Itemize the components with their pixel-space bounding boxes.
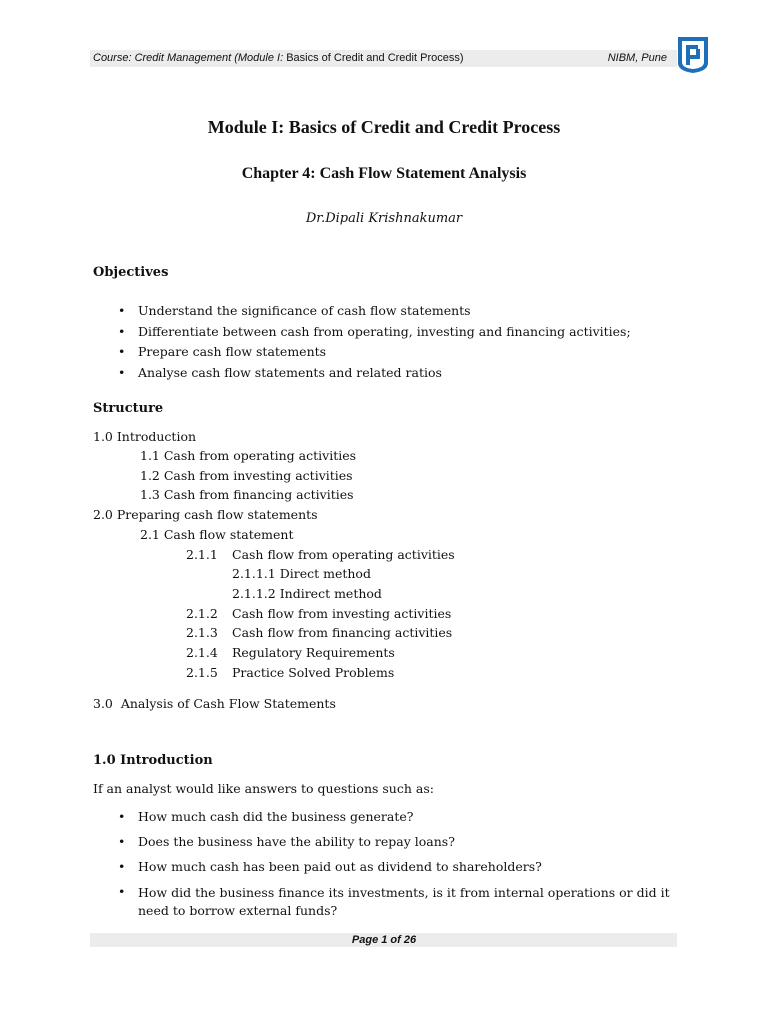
chapter-title: Chapter 4: Cash Flow Statement Analysis bbox=[241, 165, 527, 182]
structure-line-text: Practice Solved Problems bbox=[232, 665, 395, 680]
question-item: • How much cash has been paid out as dividend to shareholders? bbox=[118, 859, 522, 874]
course-header-rest: Basics of Credit and Credit Process) bbox=[283, 52, 464, 64]
structure-line: 3.0 Analysis of Cash Flow Statements bbox=[93, 696, 336, 711]
structure-line: 2.1.1.1 Direct method bbox=[232, 566, 371, 581]
objective-item: • Analyse cash flow statements and related ratios bbox=[118, 365, 422, 380]
structure-line: 1.3 Cash from financing activities bbox=[140, 487, 354, 502]
structure-line: 1.2 Cash from investing activities bbox=[140, 468, 353, 483]
question-item: • How did the business finance its investments, is it from internal operations or did it need to borrow external funds? bbox=[118, 884, 678, 920]
objectives-heading: Objectives bbox=[93, 265, 169, 280]
structure-heading: Structure bbox=[93, 401, 164, 416]
course-header bbox=[93, 50, 464, 67]
question-item: • How much cash did the business generate? bbox=[118, 809, 393, 824]
structure-line-text: Cash flow from financing activities bbox=[232, 625, 453, 640]
structure-line: 1.0 Introduction bbox=[93, 429, 197, 444]
structure-line: 2.1 Cash flow statement bbox=[140, 527, 294, 542]
structure-line-num: 2.1.4 bbox=[186, 645, 218, 660]
module-title: Module I: Basics of Credit and Credit Process bbox=[207, 117, 561, 137]
objective-item: • Understand the significance of cash flow statements bbox=[118, 303, 451, 318]
institution-name: NIBM, Pune bbox=[607, 52, 667, 64]
structure-line: 2.0 Preparing cash flow statements bbox=[93, 507, 318, 522]
structure-line-text: Cash flow from investing activities bbox=[232, 606, 452, 621]
structure-line-num: 2.1.3 bbox=[186, 625, 218, 640]
structure-line-text: Regulatory Requirements bbox=[232, 645, 395, 660]
structure-line-text: Cash flow from operating activities bbox=[232, 547, 455, 562]
nibm-logo bbox=[675, 35, 711, 75]
objective-item: • Prepare cash flow statements bbox=[118, 344, 306, 359]
course-header-prefix: Course: Credit Management (Module I: bbox=[93, 52, 284, 64]
structure-line: 1.1 Cash from operating activities bbox=[140, 448, 357, 463]
question-item: • Does the business have the ability to repay loans? bbox=[118, 834, 435, 849]
structure-line-num: 2.1.1 bbox=[186, 547, 218, 562]
structure-line: 2.1.1.2 Indirect method bbox=[232, 586, 382, 601]
introduction-heading: 1.0 Introduction bbox=[93, 753, 213, 768]
structure-line-num: 2.1.5 bbox=[186, 665, 218, 680]
page-number: Page 1 of 26 bbox=[351, 934, 417, 946]
author: Dr.Dipali Krishnakumar bbox=[305, 211, 463, 226]
objective-item: • Differentiate between cash from operating, investing and financing activities; bbox=[118, 324, 611, 339]
introduction-lead: If an analyst would like answers to questions such as: bbox=[93, 781, 434, 796]
structure-line-num: 2.1.2 bbox=[186, 606, 218, 621]
